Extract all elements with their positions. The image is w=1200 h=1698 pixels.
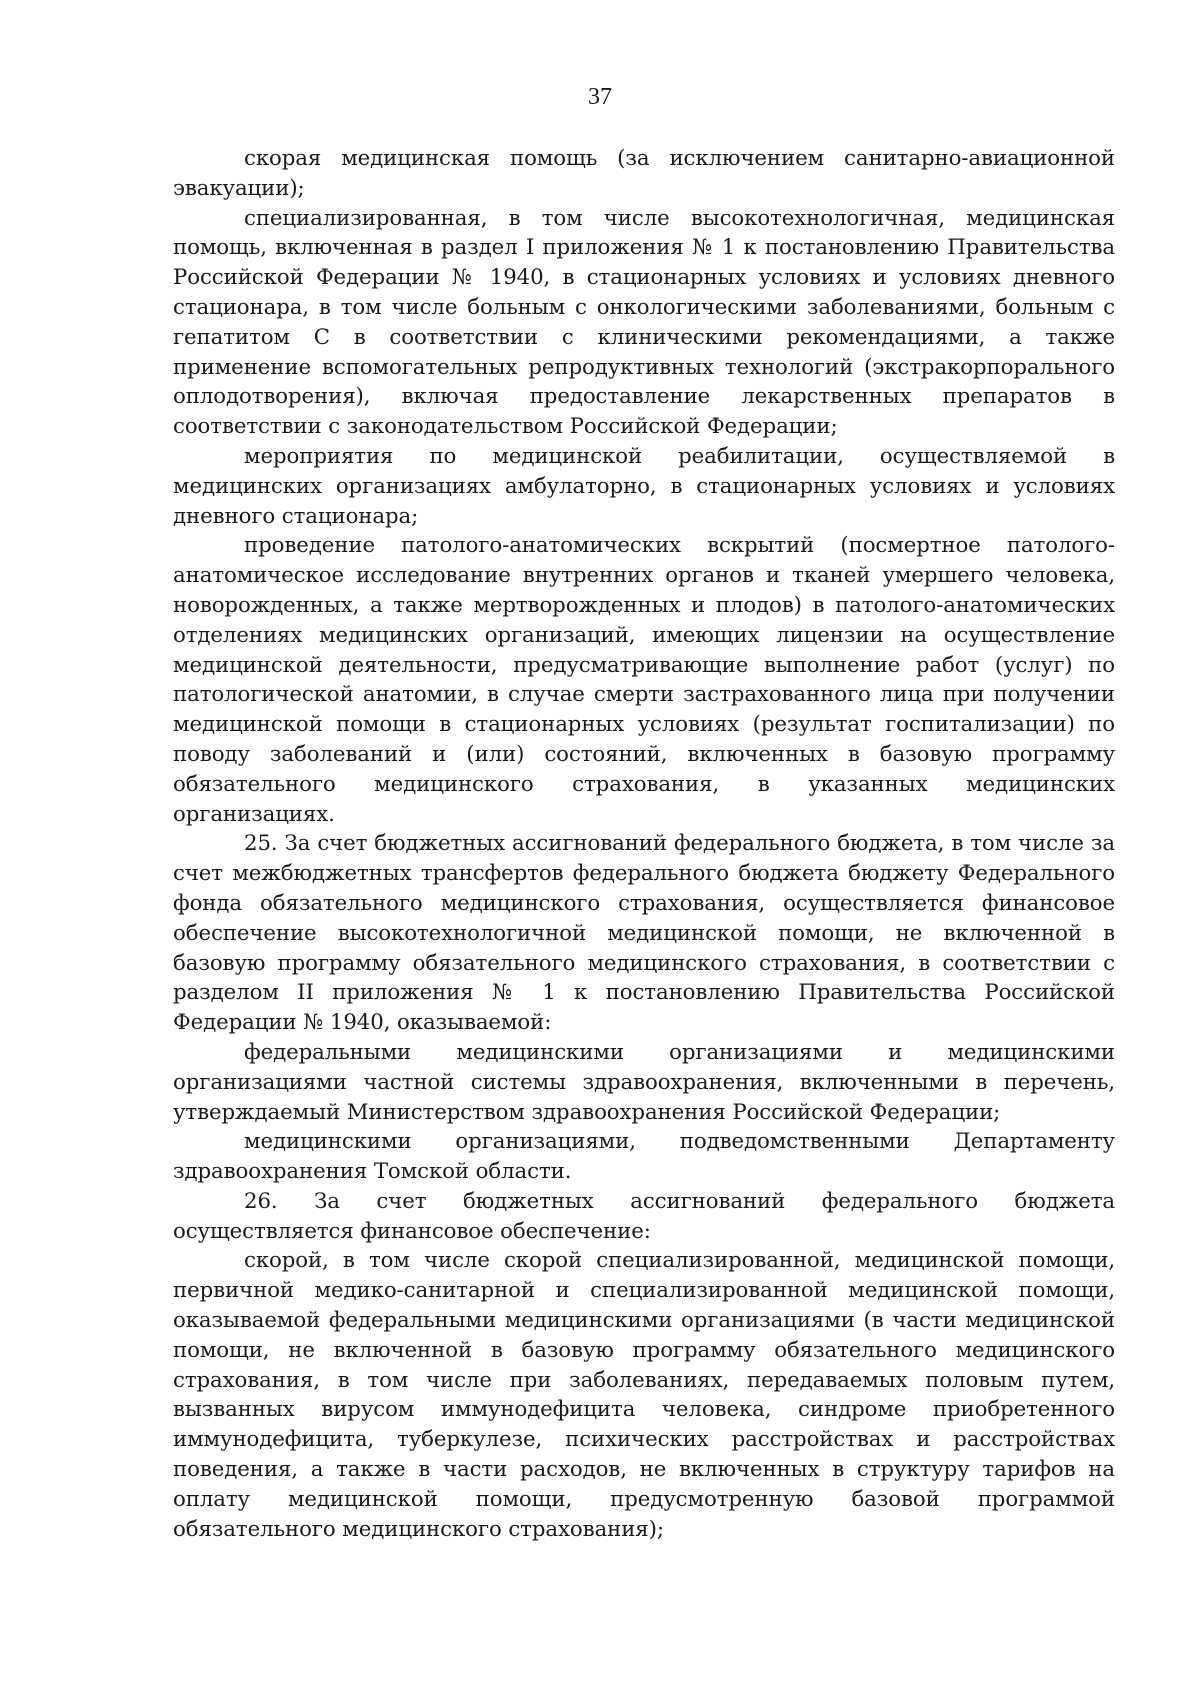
- paragraph-item-25: 25. За счет бюджетных ассигнований федерального бюджета, в том числе за счет межбюджетных трансфертов федерального бюджета бюджету Федерального фонда обязательного медицинского страхования, осуществляется финансовое обеспечение высокотехнологичной медицинской помощи, не включенной в базовую программу обязательного медицинского страхования, в соответствии с разделом II приложения № 1 к постановлению Правительства Российской Федерации № 1940, оказываемой:: [173, 831, 1115, 1036]
- paragraph-item-26: 26. За счет бюджетных ассигнований федерального бюджета осуществляется финансовое обеспечение:: [173, 1188, 1115, 1244]
- paragraph-emergency-primary-care: скорой, в том числе скорой специализированной, медицинской помощи, первичной медико-санитарной и специализированной медицинской помощи, оказываемой федеральными медицинскими организациями (в части медицинской помощи, не включенной в базовую программу обязательного медицинского страхования, в том числе при заболеваниях, передаваемых половым путем, вызванных вирусом иммунодефицита человека, синдроме приобретенного иммунодефицита, туберкулезе, психических расстройствах и расстройствах поведения, а также в части расходов, не включенных в структуру тарифов на оплату медицинской помощи, предусмотренную базовой программой обязательного медицинского страхования);: [173, 1248, 1115, 1542]
- paragraph-ambulance: скорая медицинская помощь (за исключением санитарно-авиационной эвакуации);: [173, 146, 1115, 201]
- paragraph-rehabilitation: мероприятия по медицинской реабилитации, осуществляемой в медицинских организациях амбулаторно, в стационарных условиях и условиях дневного стационара;: [173, 443, 1115, 529]
- paragraph-autopsies: проведение патолого-анатомических вскрытий (посмертное патолого-анатомическое исследование внутренних органов и тканей умершего человека, новорожденных, а также мертворожденных и плодов) в патолого-анатомических отделениях медицинских организаций, имеющих лицензии на осуществление медицинской деятельности, предусматривающие выполнение работ (услуг) по патологической анатомии, в случае смерти застрахованного лица при получении медицинской помощи в стационарных условиях (результат госпитализации) по поводу заболеваний и (или) состояний, включенных в базовую программу обязательного медицинского страхования, в указанных медицинских организациях.: [173, 533, 1115, 827]
- paragraph-specialized-care: специализированная, в том числе высокотехнологичная, медицинская помощь, включенная в раздел I приложения № 1 к постановлению Правительства Российской Федерации № 1940, в стационарных условиях и условиях дневного стационара, в том числе больным с онкологическими заболеваниями, больным с гепатитом С в соответствии с клиническими рекомендациями, а также применение вспомогательных репродуктивных технологий (экстракорпорального оплодотворения), включая предоставление лекарственных препаратов в соответствии с законодательством Российской Федерации;: [173, 205, 1115, 440]
- paragraph-federal-organizations: федеральными медицинскими организациями и медицинскими организациями частной системы здравоохранения, включенными в перечень, утверждаемый Министерством здравоохранения Российской Федерации;: [173, 1039, 1115, 1125]
- document-body: [173, 144, 1115, 1544]
- page-number: 37: [588, 84, 612, 110]
- paragraph-tomsk-organizations: медицинскими организациями, подведомственными Департаменту здравоохранения Томской области.: [173, 1129, 1115, 1185]
